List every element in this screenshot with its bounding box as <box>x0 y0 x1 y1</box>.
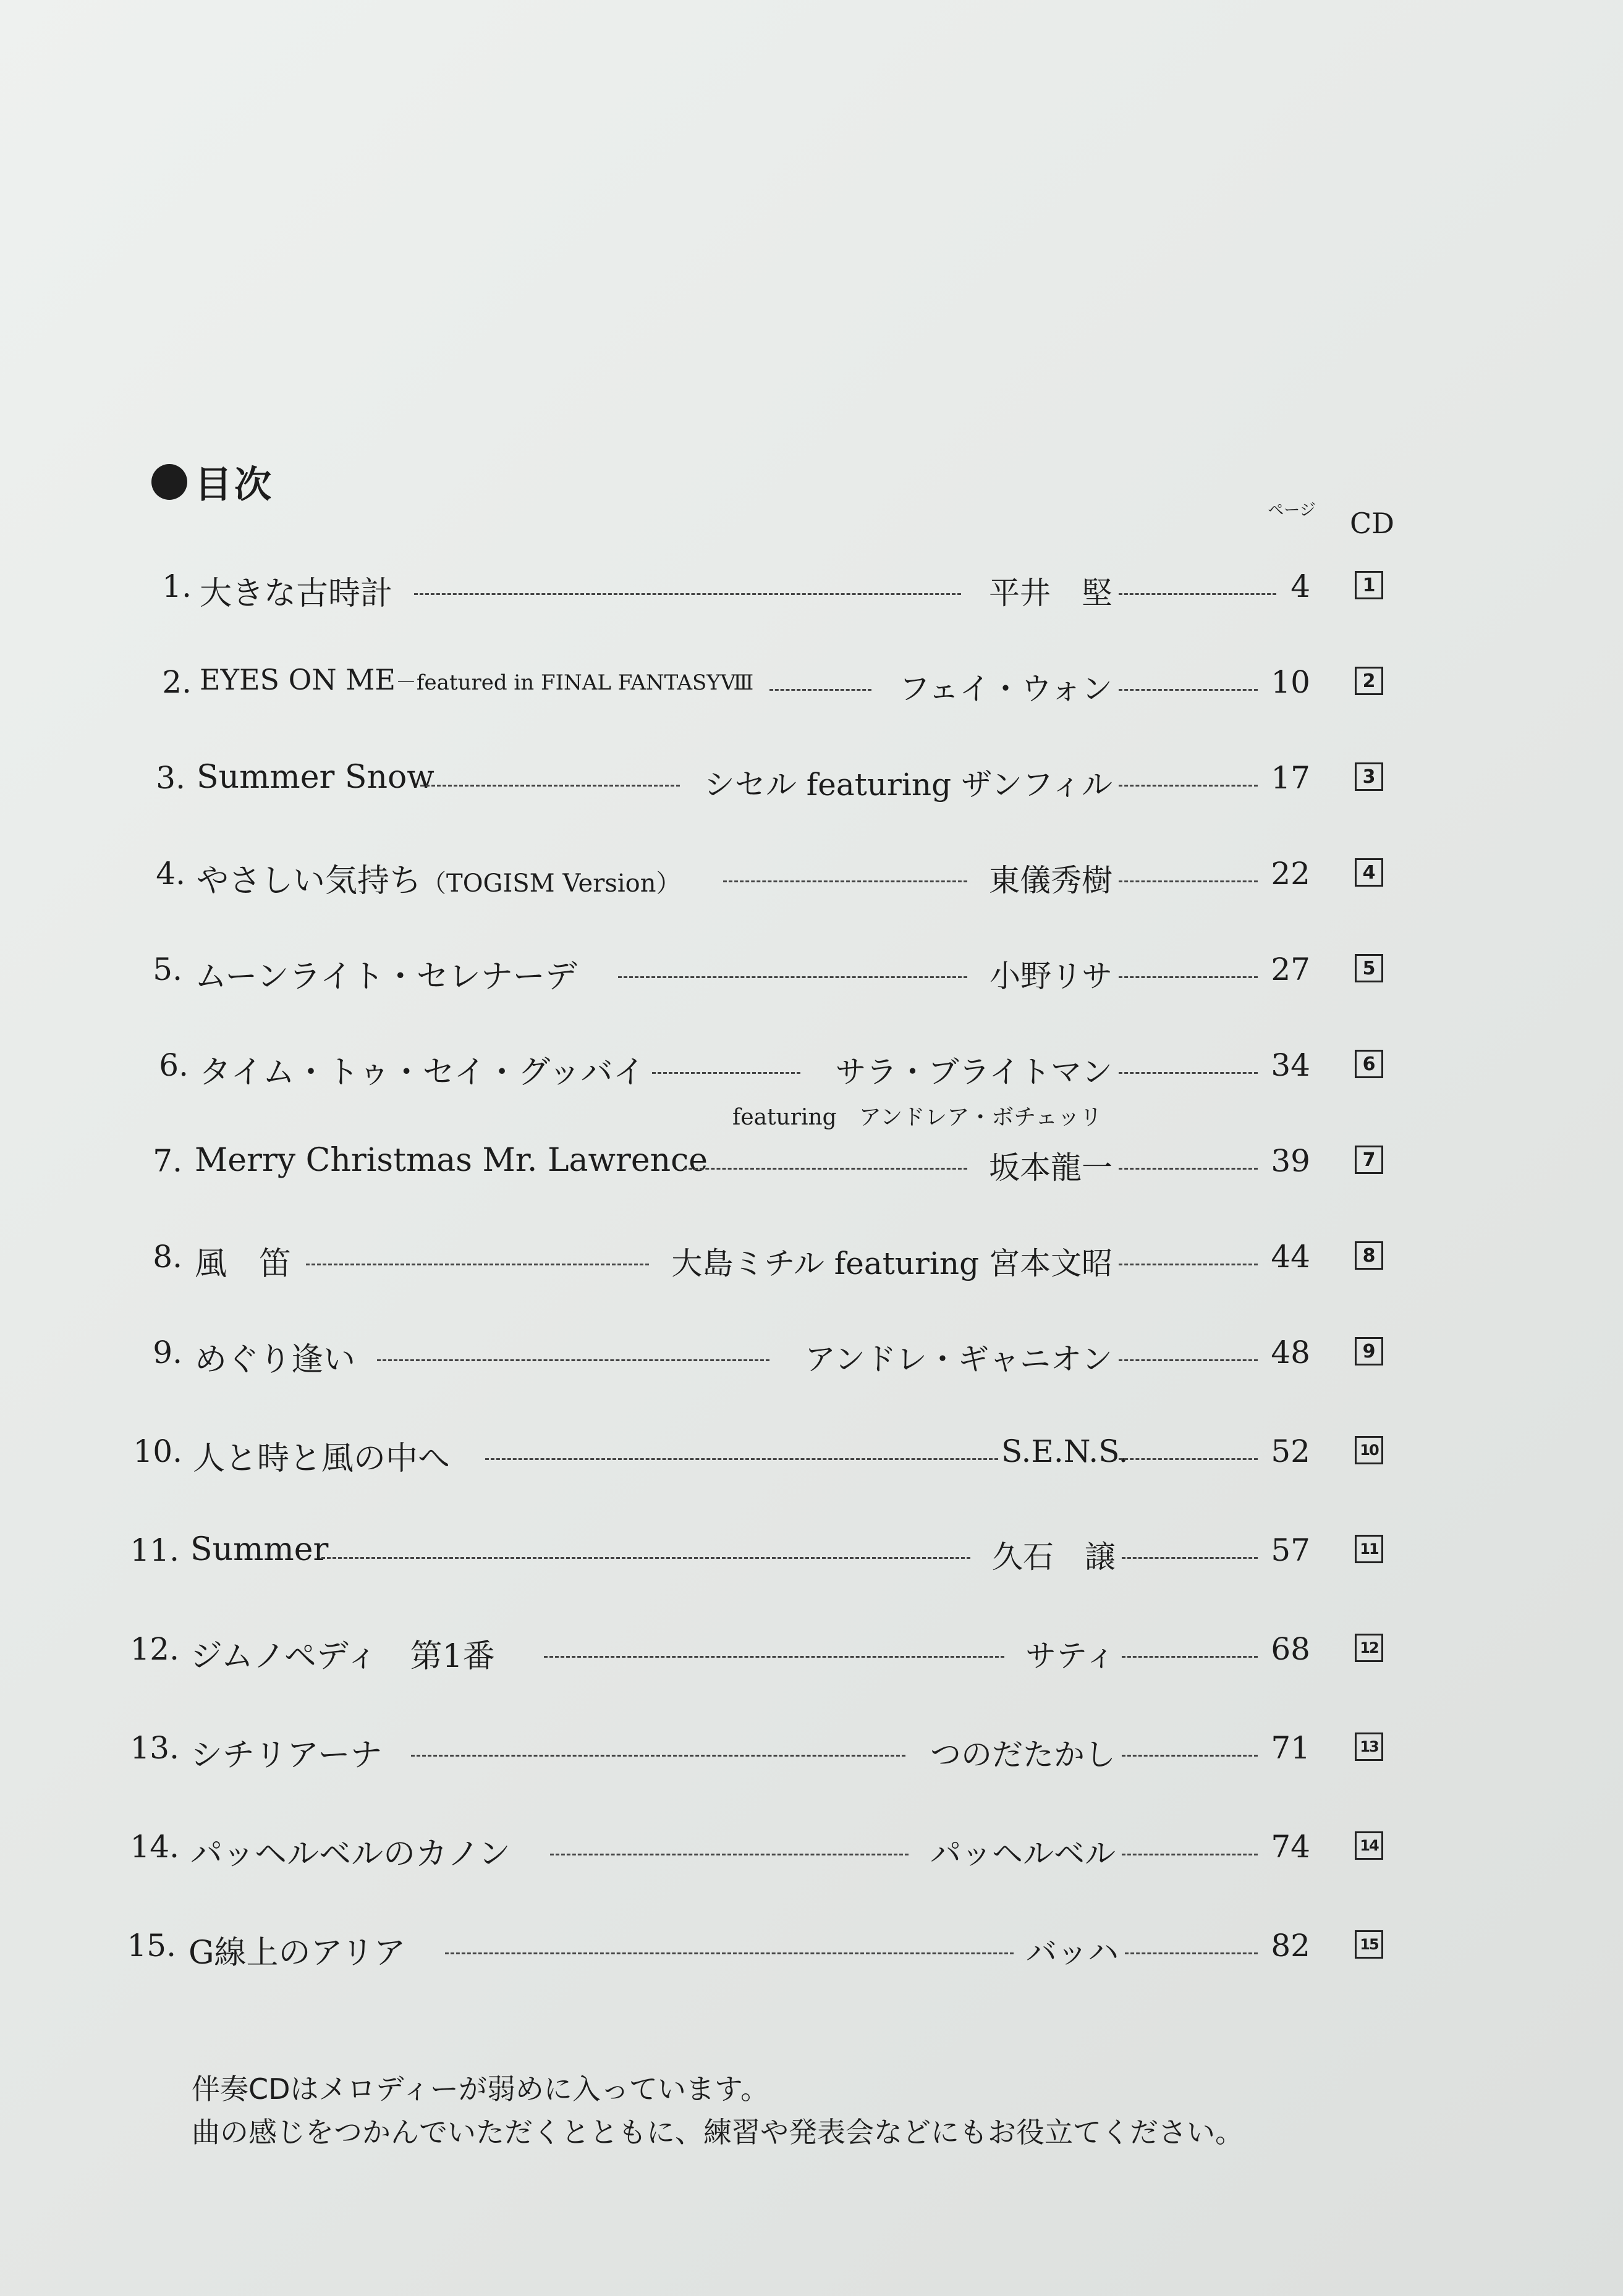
cd-track-badge: 10 <box>1355 1436 1383 1464</box>
dot-leader <box>414 593 961 595</box>
entry-artist: 小野リサ <box>989 958 1112 994</box>
entry-title-text: Merry Christmas Mr. Lawrence <box>195 1142 708 1179</box>
dot-leader <box>550 1854 909 1855</box>
dot-leader <box>1119 1072 1258 1074</box>
dot-leader <box>723 880 967 882</box>
entry-number: 5. <box>153 952 182 987</box>
cd-track-badge: 3 <box>1355 762 1383 791</box>
cd-column-header: CD <box>1349 507 1395 540</box>
cd-track-badge: 7 <box>1355 1146 1383 1174</box>
entry-subtitle: －featured in FINAL FANTASYⅧ <box>395 670 754 695</box>
toc-entry <box>0 1817 1623 1872</box>
cd-track-badge: 1 <box>1355 571 1383 599</box>
toc-entry <box>0 1520 1623 1576</box>
page-column-header: ページ <box>1268 501 1316 520</box>
cd-track-badge: 14 <box>1355 1831 1383 1860</box>
entry-title <box>199 1046 645 1092</box>
dot-leader <box>1119 1264 1258 1265</box>
entry-artist: シセル featuring ザンフィル <box>703 767 1112 803</box>
entry-title <box>189 1927 405 1973</box>
entry-artist: 平井 堅 <box>989 575 1112 611</box>
entry-artist: サラ・ブライトマン <box>835 1054 1112 1090</box>
entry-page: 10 <box>1271 664 1310 700</box>
dot-leader <box>1125 1952 1258 1954</box>
entry-title <box>190 1630 495 1676</box>
entry-title-text: 大きな古時計 <box>200 575 393 612</box>
dot-leader <box>1119 1458 1258 1460</box>
cd-track-badge: 9 <box>1355 1337 1383 1365</box>
cd-track-badge: 12 <box>1355 1634 1383 1662</box>
toc-entry <box>0 1718 1623 1773</box>
entry-title-text: パッヘルベルのカノン <box>190 1836 511 1873</box>
dot-leader <box>1119 1168 1258 1170</box>
entry-number: 4. <box>156 856 185 892</box>
entry-page: 34 <box>1271 1047 1310 1083</box>
dot-leader <box>1119 785 1258 787</box>
dot-leader <box>1119 880 1258 882</box>
entry-artist: 大島ミチル featuring 宮本文昭 <box>671 1246 1112 1281</box>
dot-leader <box>445 1952 1014 1954</box>
cd-track-badge: 13 <box>1355 1733 1383 1761</box>
dot-leader <box>321 1557 970 1559</box>
bullet-icon <box>151 464 187 500</box>
entry-page: 4 <box>1290 568 1310 604</box>
entry-number: 1. <box>162 568 192 604</box>
entry-artist: 久石 譲 <box>992 1539 1116 1575</box>
entry-artist: バッハ <box>1026 1935 1119 1970</box>
entry-number: 3. <box>156 760 185 796</box>
entry-artist: アンドレ・ギャニオン <box>805 1341 1112 1377</box>
dot-leader <box>1119 593 1276 595</box>
entry-page: 74 <box>1271 1829 1310 1865</box>
entry-title <box>197 855 681 901</box>
toc-title-text: 目次 <box>195 463 274 507</box>
entry-page: 57 <box>1271 1532 1310 1568</box>
cd-track-badge: 15 <box>1355 1930 1383 1959</box>
toc-entry <box>0 939 1623 995</box>
dot-leader <box>1119 1359 1258 1361</box>
entry-title-text: やさしい気持ち <box>197 863 422 900</box>
entry-artist-note: featuring アンドレア・ボチェッリ <box>732 1105 1103 1130</box>
entry-number: 12. <box>130 1631 179 1667</box>
cd-track-badge: 11 <box>1355 1535 1383 1563</box>
entry-artist: フェイ・ウォン <box>899 671 1112 707</box>
dot-leader <box>618 976 967 978</box>
entry-page: 44 <box>1271 1239 1310 1275</box>
entry-title <box>195 1142 708 1179</box>
dot-leader <box>377 1359 769 1361</box>
toc-entry <box>0 843 1623 899</box>
footnote-line: 伴奏CDはメロディーが弱めに入っています。 <box>192 2072 769 2106</box>
toc-entry <box>0 1619 1623 1674</box>
cd-track-badge: 5 <box>1355 954 1383 982</box>
dot-leader <box>1119 976 1258 978</box>
entry-title <box>190 1729 382 1775</box>
entry-number: 2. <box>162 664 192 700</box>
dot-leader <box>769 689 871 691</box>
entry-title <box>195 950 577 997</box>
entry-title-text: タイム・トゥ・セイ・グッバイ <box>199 1054 645 1091</box>
toc-entry <box>0 1915 1623 1971</box>
dot-leader <box>1122 1755 1258 1757</box>
cd-track-badge: 2 <box>1355 667 1383 695</box>
entry-page: 71 <box>1271 1730 1310 1766</box>
toc-entry <box>0 556 1623 612</box>
entry-page: 27 <box>1271 952 1310 987</box>
entry-page: 52 <box>1271 1433 1310 1469</box>
entry-number: 10. <box>133 1433 182 1469</box>
entry-title <box>190 1828 511 1874</box>
entry-artist: 東儀秀樹 <box>989 863 1112 898</box>
dot-leader <box>544 1656 1004 1658</box>
toc-entry <box>0 1131 1623 1186</box>
dot-leader <box>420 785 680 787</box>
entry-artist: 坂本龍一 <box>989 1150 1112 1186</box>
toc-entry <box>0 748 1623 803</box>
dot-leader <box>683 1168 967 1170</box>
dot-leader <box>1122 1656 1258 1658</box>
entry-number: 8. <box>153 1239 182 1275</box>
cd-track-badge: 6 <box>1355 1050 1383 1078</box>
entry-title-text: EYES ON ME <box>200 663 396 696</box>
toc-entry <box>0 652 1623 707</box>
dot-leader <box>306 1264 649 1265</box>
entry-number: 13. <box>130 1730 179 1766</box>
cd-track-badge: 8 <box>1355 1241 1383 1270</box>
entry-title <box>190 1531 328 1568</box>
entry-title <box>197 759 434 796</box>
entry-title <box>200 567 392 614</box>
dot-leader <box>1119 689 1258 691</box>
entry-number: 6. <box>159 1047 189 1083</box>
toc-entry <box>0 1322 1623 1378</box>
entry-title-text: 風 笛 <box>195 1246 292 1283</box>
entry-title <box>193 1432 450 1479</box>
entry-page: 82 <box>1271 1928 1310 1964</box>
entry-subtitle: （TOGISM Version） <box>422 869 681 898</box>
dot-leader <box>411 1755 905 1757</box>
entry-title-text: G線上のアリア <box>189 1935 406 1972</box>
entry-page: 68 <box>1271 1631 1310 1667</box>
entry-title <box>195 1333 355 1380</box>
toc-heading <box>151 454 274 510</box>
entry-page: 48 <box>1271 1335 1310 1370</box>
dot-leader <box>652 1072 800 1074</box>
entry-number: 9. <box>153 1335 182 1370</box>
toc-entry <box>0 1226 1623 1282</box>
entry-title-text: シチリアーナ <box>190 1737 383 1774</box>
entry-artist: パッヘルベル <box>930 1836 1116 1872</box>
entry-title-text: Summer Snow <box>197 759 434 796</box>
entry-number: 14. <box>130 1829 179 1865</box>
toc-entry <box>0 1035 1623 1091</box>
entry-title-text: めぐり逢い <box>195 1341 356 1378</box>
entry-artist: S.E.N.S. <box>1001 1433 1129 1469</box>
entry-number: 15. <box>127 1928 176 1964</box>
entry-artist: つのだたかし <box>930 1737 1116 1773</box>
toc-entry <box>0 1421 1623 1477</box>
cd-track-badge: 4 <box>1355 858 1383 887</box>
dot-leader <box>1122 1854 1258 1855</box>
entry-page: 17 <box>1271 760 1310 796</box>
entry-title-text: ジムノペディ 第1番 <box>190 1638 495 1675</box>
entry-number: 7. <box>153 1143 182 1179</box>
entry-title <box>195 1238 291 1284</box>
dot-leader <box>485 1458 998 1460</box>
entry-title-text: ムーンライト・セレナーデ <box>195 958 577 995</box>
entry-number: 11. <box>130 1532 179 1568</box>
entry-title-text: 人と時と風の中へ <box>193 1440 451 1477</box>
footnote-line: 曲の感じをつかんでいただくとともに、練習や発表会などにもお役立てください。 <box>192 2116 1244 2149</box>
entry-artist: サティ <box>1025 1638 1116 1674</box>
dot-leader <box>1122 1557 1258 1559</box>
entry-page: 39 <box>1271 1143 1310 1179</box>
entry-title-text: Summer <box>190 1531 329 1568</box>
entry-page: 22 <box>1271 856 1310 892</box>
entry-title <box>200 663 753 696</box>
